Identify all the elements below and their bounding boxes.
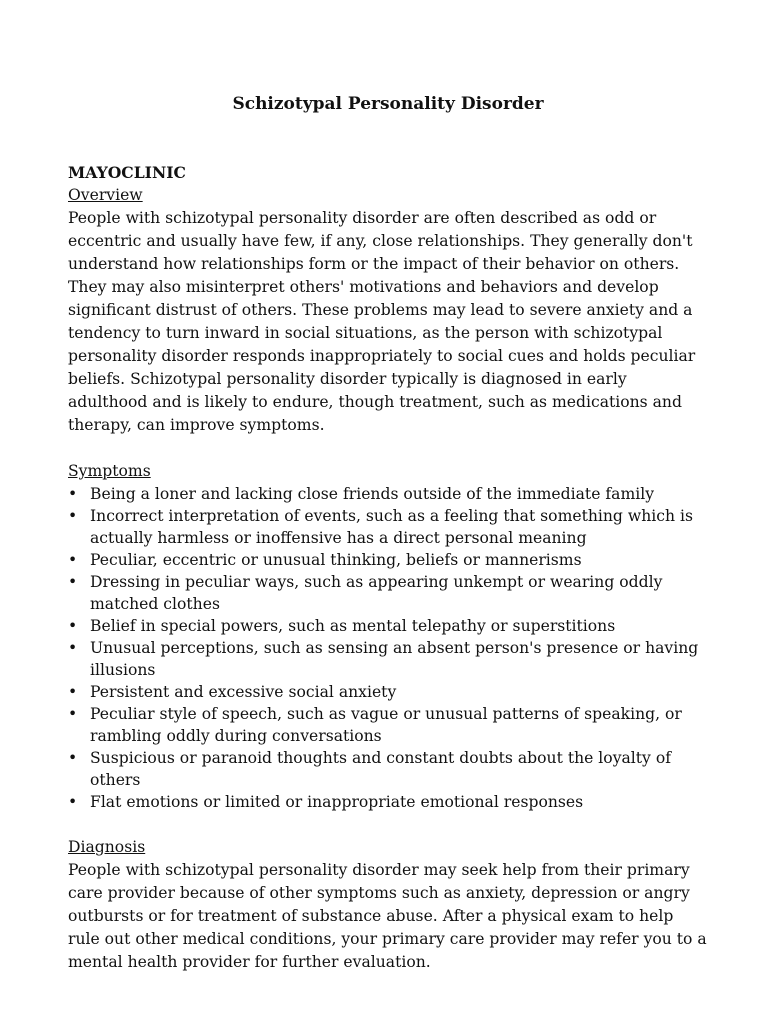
section-spacer xyxy=(68,437,708,460)
list-item-text: Peculiar style of speech, such as vague or unusual patterns of speaking, or rambling oddly during conversations xyxy=(90,705,682,745)
list-item xyxy=(68,505,708,549)
bullet-icon: • xyxy=(68,551,78,569)
bullet-icon: • xyxy=(68,485,78,503)
bullet-icon: • xyxy=(68,639,78,657)
bullet-icon: • xyxy=(68,507,78,525)
list-item-text: Dressing in peculiar ways, such as appearing unkempt or wearing oddly matched clothes xyxy=(90,573,663,613)
symptoms-list xyxy=(68,483,708,813)
list-item-text: Incorrect interpretation of events, such as a feeling that something which is actually harmless or inoffensive has a direct personal meaning xyxy=(90,507,693,547)
diagnosis-paragraph: People with schizotypal personality disorder may seek help from their primary care provider because of other symptoms such as anxiety, depression or angry outbursts or for treatment of substance abuse. After a physical exam to help rule out other medical conditions, your primary care provider may refer you to a mental health provider for further evaluation. xyxy=(68,861,707,971)
bullet-icon: • xyxy=(68,793,78,811)
bullet-icon: • xyxy=(68,705,78,723)
list-item xyxy=(68,703,708,747)
document-title: Schizotypal Personality Disorder xyxy=(232,94,544,114)
bullet-icon: • xyxy=(68,617,78,635)
list-item xyxy=(68,615,708,637)
list-item-text: Unusual perceptions, such as sensing an absent person's presence or having illusions xyxy=(90,639,699,679)
list-item-text: Persistent and excessive social anxiety xyxy=(90,683,397,701)
list-item-text: Flat emotions or limited or inappropriate emotional responses xyxy=(90,793,584,811)
list-item xyxy=(68,791,708,813)
diagnosis-heading: Diagnosis xyxy=(68,838,146,856)
overview-heading: Overview xyxy=(68,186,143,204)
bullet-icon: • xyxy=(68,749,78,767)
list-item xyxy=(68,681,708,703)
list-item xyxy=(68,747,708,791)
symptoms-heading: Symptoms xyxy=(68,462,151,480)
list-item xyxy=(68,571,708,615)
section-spacer xyxy=(68,813,708,836)
list-item xyxy=(68,637,708,681)
list-item-text: Belief in special powers, such as mental telepathy or superstitions xyxy=(90,617,616,635)
list-item-text: Being a loner and lacking close friends outside of the immediate family xyxy=(90,485,655,503)
list-item xyxy=(68,549,708,571)
source-label: MAYOCLINIC xyxy=(68,163,186,182)
list-item-text: Suspicious or paranoid thoughts and constant doubts about the loyalty of others xyxy=(90,749,671,789)
list-item-text: Peculiar, eccentric or unusual thinking, beliefs or mannerisms xyxy=(90,551,582,569)
bullet-icon: • xyxy=(68,683,78,701)
overview-paragraph: People with schizotypal personality disorder are often described as odd or eccentric and usually have few, if any, close relationships. They generally don't understand how relationships form or the impact of their behavior on others. They may also misinterpret others' motivations and behaviors and develop significant distrust of others. These problems may lead to severe anxiety and a tendency to turn inward in social situations, as the person with schizotypal personality disorder responds inappropriately to social cues and holds peculiar beliefs. Schizotypal personality disorder typically is diagnosed in early adulthood and is likely to endure, though treatment, such as medications and therapy, can improve symptoms. xyxy=(68,209,696,434)
list-item xyxy=(68,483,708,505)
bullet-icon: • xyxy=(68,573,78,591)
document-page xyxy=(68,92,708,974)
